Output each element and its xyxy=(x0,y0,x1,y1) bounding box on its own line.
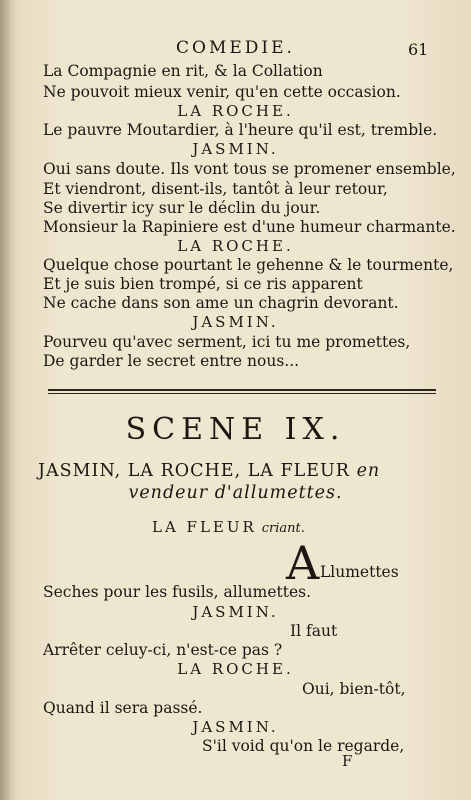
page-gutter xyxy=(0,0,10,800)
stage-direction: criant. xyxy=(261,521,305,536)
verse-line: S'il void qu'on le regarde, xyxy=(202,737,405,755)
speaker-name: JASMIN. xyxy=(192,603,279,621)
speaker-name: JASMIN. xyxy=(192,140,279,158)
verse-line: Se divertir icy sur le déclin du jour. xyxy=(43,199,321,217)
page-number: 61 xyxy=(408,40,429,59)
verse-line: Quand il sera passé. xyxy=(43,699,203,717)
verse-line: De garder le secret entre nous... xyxy=(43,352,300,370)
verse-line: Monsieur la Rapiniere est d'une humeur charmante. xyxy=(43,218,456,236)
cast-names: JASMIN, LA ROCHE, LA FLEUR xyxy=(38,461,350,481)
verse-line: Et viendront, disent-ils, tantôt à leur retour, xyxy=(43,180,388,198)
verse-line: Oui, bien-tôt, xyxy=(302,680,406,698)
speaker-name: LA ROCHE. xyxy=(177,660,294,678)
section-rule xyxy=(48,389,436,391)
cast-qualifier: en xyxy=(356,461,381,481)
speaker-name: LA ROCHE. xyxy=(177,102,294,120)
cast-list-line-2: vendeur d'allumettes. xyxy=(128,483,343,503)
verse-line: Llumettes xyxy=(320,563,399,581)
speaker-name: JASMIN. xyxy=(192,313,279,331)
drop-capital: A xyxy=(286,536,320,590)
speaker-line xyxy=(152,518,305,538)
speaker-name: LA FLEUR xyxy=(152,518,257,536)
verse-line: Quelque chose pourtant le gehenne & le tourmente, xyxy=(43,256,454,274)
verse-line: Oui sans doute. Ils vont tous se promener ensemble, xyxy=(43,160,456,178)
verse-line: Et je suis bien trompé, si ce ris apparent xyxy=(43,275,363,293)
cast-list-line-1 xyxy=(38,462,380,480)
verse-line: Le pauvre Moutardier, à l'heure qu'il est, tremble. xyxy=(43,121,438,139)
verse-line: Arrêter celuy-ci, n'est-ce pas ? xyxy=(43,641,283,659)
scene-heading: SCENE IX. xyxy=(125,412,346,447)
section-rule-thin xyxy=(48,393,436,394)
signature-mark: F xyxy=(342,752,353,770)
verse-line: La Compagnie en rit, & la Collation xyxy=(43,62,323,80)
verse-line: Ne pouvoit mieux venir, qu'en cette occasion. xyxy=(43,83,401,101)
verse-line: Ne cache dans son ame un chagrin devorant. xyxy=(43,294,399,312)
verse-line: Seches pour les fusils, allumettes. xyxy=(43,583,312,601)
speaker-name: JASMIN. xyxy=(192,718,279,736)
verse-line: Pourveu qu'avec serment, ici tu me promettes, xyxy=(43,333,411,351)
speaker-name: LA ROCHE. xyxy=(177,237,294,255)
verse-line: Il faut xyxy=(290,622,338,640)
running-header: COMEDIE. xyxy=(176,38,295,58)
